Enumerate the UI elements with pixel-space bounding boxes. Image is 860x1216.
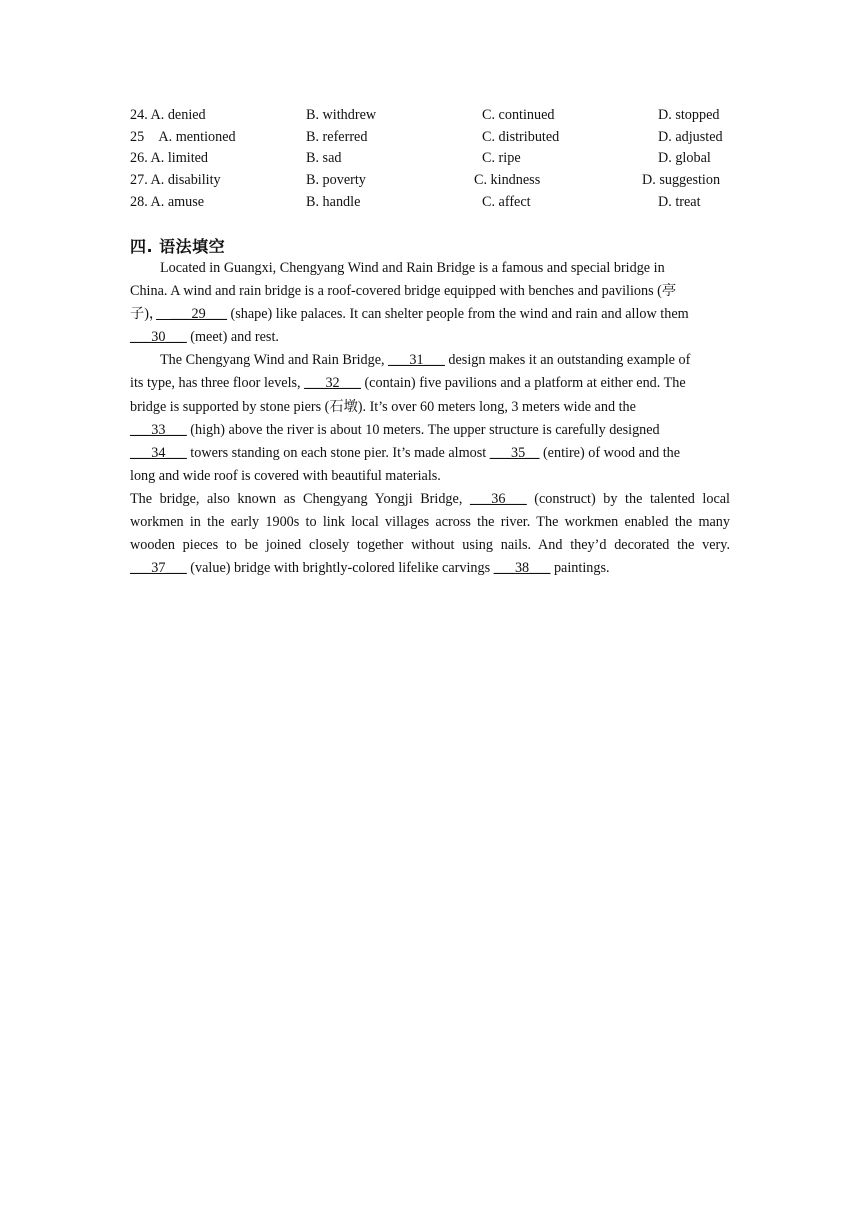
passage-text: 子)， — [130, 306, 156, 323]
blank-35: ___35__ — [489, 444, 540, 461]
passage-text: The bridge, also known as Chengyang Yongji Bridge, — [130, 490, 470, 507]
passage-text: design makes it an outstanding example of — [444, 352, 691, 369]
blank-38: ___38___ — [493, 560, 551, 577]
option-27-a: 27. A. disability — [130, 172, 221, 189]
passage-text: (entire) of wood and the — [539, 444, 681, 461]
passage-line — [130, 349, 730, 372]
passage-text: The Chengyang Wind and Rain Bridge, — [160, 352, 389, 369]
option-28-a: 28. A. amuse — [130, 193, 205, 210]
blank-33: ___33___ — [130, 421, 187, 438]
passage-line: China. A wind and rain bridge is a roof-covered bridge equipped with benches and pavilions (亭 — [130, 283, 677, 300]
passage-line — [130, 326, 730, 349]
blank-37: ___37___ — [130, 560, 187, 577]
blank-34: ___34___ — [130, 444, 187, 461]
passage-text: (meet) and rest. — [186, 329, 279, 346]
option-row-28 — [130, 192, 740, 214]
passage-line — [130, 557, 730, 580]
option-25-b: B. referred — [306, 128, 368, 145]
passage-line: wooden pieces to be joined closely together without using nails. And they’d decorated the very. — [130, 537, 730, 554]
option-25-a: 25 A. mentioned — [130, 128, 236, 145]
answer-options — [130, 105, 740, 213]
passage-line: Located in Guangxi, Chengyang Wind and Rain Bridge is a famous and special bridge in — [160, 260, 665, 276]
passage-text: (value) bridge with brightly-colored lifelike carvings — [186, 560, 494, 577]
section-heading: 四. 语法填空 — [130, 237, 226, 256]
passage-line — [130, 442, 730, 465]
passage-line: bridge is supported by stone piers (石墩). It’s over 60 meters long, 3 meters wide and the — [130, 398, 636, 415]
passage-text: (shape) like palaces. It can shelter people from the wind and rain and allow them — [226, 306, 689, 323]
blank-29: ___29___ — [156, 306, 227, 323]
option-row-25 — [130, 127, 740, 149]
passage-text: (high) above the river is about 10 meters. The upper structure is carefully designed — [186, 421, 660, 438]
grammar-passage — [130, 257, 730, 580]
option-25-c: C. distributed — [482, 128, 560, 145]
option-28-d: D. treat — [658, 193, 701, 210]
option-27-b: B. poverty — [306, 172, 366, 189]
option-26-c: C. ripe — [482, 150, 521, 167]
passage-text: (construct) by the talented local — [526, 490, 731, 507]
option-24-d: D. stopped — [658, 107, 720, 123]
option-row-26 — [130, 148, 740, 170]
passage-line: workmen in the early 1900s to link local villages across the river. The workmen enabled the many — [130, 514, 730, 531]
passage-line — [130, 488, 730, 511]
blank-31: ___31___ — [388, 352, 445, 369]
option-26-b: B. sad — [306, 150, 342, 167]
passage-text: (contain) five pavilions and a platform at either end. The — [360, 375, 686, 392]
passage-text: its type, has three floor levels, — [130, 375, 305, 392]
blank-36: ___36___ — [469, 490, 527, 507]
option-26-d: D. global — [658, 150, 711, 167]
option-24-a: 24. A. denied — [130, 107, 206, 123]
option-28-b: B. handle — [306, 193, 361, 210]
blank-32: ___32___ — [304, 375, 361, 392]
passage-text: towers standing on each stone pier. It’s made almost — [186, 444, 490, 461]
passage-line — [130, 372, 730, 395]
option-row-24 — [130, 105, 740, 127]
option-24-c: C. continued — [482, 107, 555, 123]
option-row-27 — [130, 170, 740, 192]
passage-line: long and wide roof is covered with beautiful materials. — [130, 467, 441, 484]
option-24-b: B. withdrew — [306, 107, 377, 123]
passage-line — [130, 419, 730, 442]
option-27-c: C. kindness — [474, 172, 541, 189]
blank-30: ___30___ — [130, 329, 187, 346]
option-25-d: D. adjusted — [658, 128, 723, 145]
option-26-a: 26. A. limited — [130, 150, 209, 167]
passage-line — [130, 303, 730, 326]
option-27-d: D. suggestion — [642, 172, 721, 189]
passage-text: paintings. — [550, 560, 610, 577]
option-28-c: C. affect — [482, 193, 531, 210]
